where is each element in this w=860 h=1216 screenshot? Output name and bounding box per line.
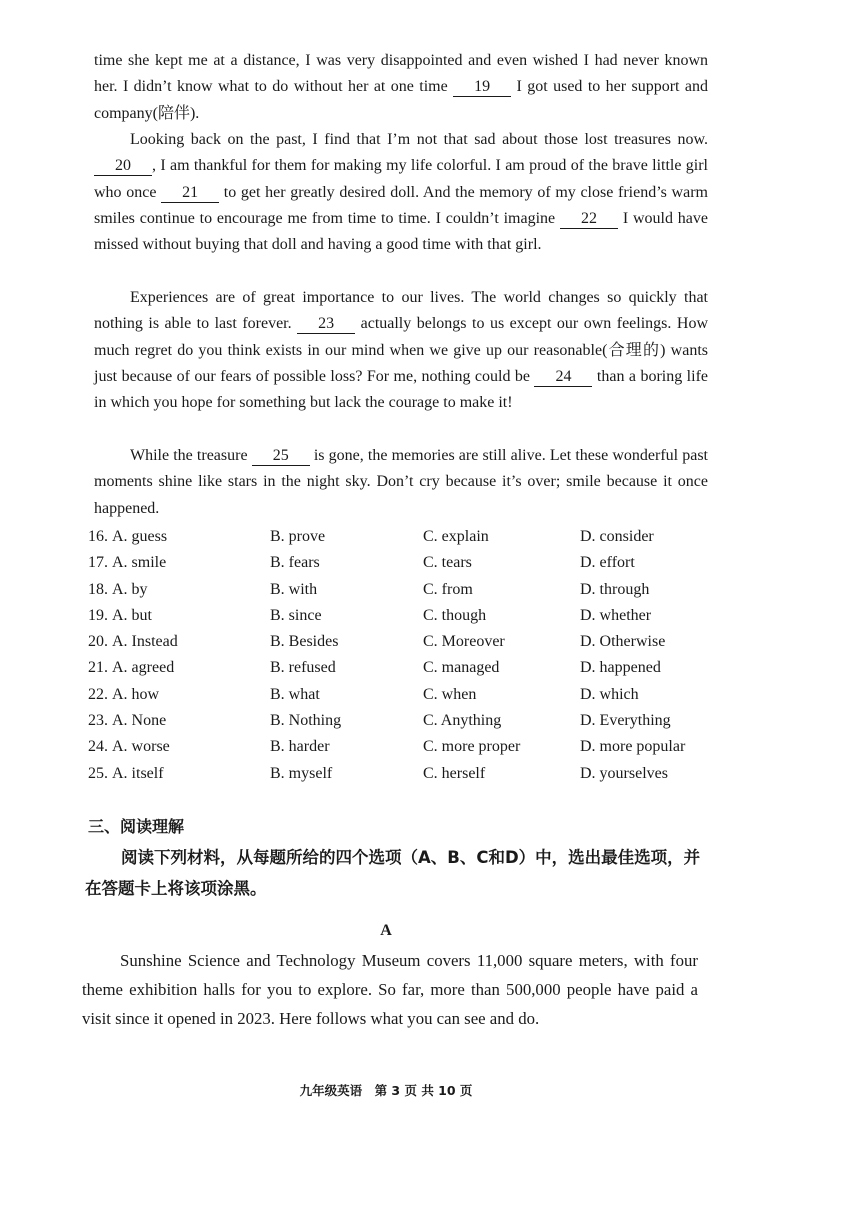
option-a: A. agreed bbox=[112, 659, 175, 677]
option-a: A. itself bbox=[112, 764, 164, 782]
cloze-paragraph-3 bbox=[94, 285, 708, 416]
option-a: A. but bbox=[112, 606, 152, 624]
option-d: D. Everything bbox=[580, 712, 671, 730]
option-d: D. happened bbox=[580, 659, 661, 677]
option-d: D. more popular bbox=[580, 738, 686, 756]
blank-24: 24 bbox=[534, 368, 592, 387]
option-b: B. refused bbox=[270, 659, 336, 677]
option-c: C. Anything bbox=[423, 712, 502, 730]
paragraph-text: I got used to her support and company(陪伴). bbox=[94, 78, 709, 122]
option-b: B. prove bbox=[270, 528, 326, 545]
blank-25: 25 bbox=[252, 447, 310, 466]
option-c: C. when bbox=[423, 685, 477, 703]
section-title: 三、阅读理解 bbox=[88, 817, 185, 836]
option-a: A. guess bbox=[112, 528, 168, 545]
question-number: 24. bbox=[88, 738, 108, 756]
question-number: 21. bbox=[88, 659, 108, 677]
question-number: 22. bbox=[88, 685, 108, 703]
option-a: A. how bbox=[112, 685, 160, 703]
option-b: B. with bbox=[270, 580, 318, 598]
paragraph-text: Experiences are of great importance to our lives. The world changes so quickly that nothing is able to last forever. bbox=[94, 289, 708, 333]
option-row-21 bbox=[88, 655, 710, 681]
option-row-19 bbox=[88, 603, 710, 629]
option-a: A. worse bbox=[112, 738, 170, 756]
paragraph-text: time she kept me at a distance, I was very disappointed and even wished I had never known her. I didn’t know what to do without her at one time bbox=[94, 52, 708, 96]
option-b: B. what bbox=[270, 685, 320, 703]
option-d: D. through bbox=[580, 580, 650, 598]
option-c: C. though bbox=[423, 606, 487, 624]
question-number: 16. bbox=[88, 528, 108, 545]
paragraph-text: is gone, the memories are still alive. Let these wonderful past moments shine like stars in the night sky. Don’t cry because it’s over; smile because it once happened. bbox=[94, 447, 708, 517]
question-number: 23. bbox=[88, 712, 108, 730]
option-c: C. managed bbox=[423, 659, 500, 677]
option-a: A. Instead bbox=[112, 633, 178, 651]
paragraph-text: to get her greatly desired doll. And the memory of my close friend’s warm smiles continue to encourage me from time to time. I couldn’t imagine bbox=[94, 183, 708, 227]
blank-22: 22 bbox=[560, 210, 618, 229]
option-d: D. whether bbox=[580, 606, 652, 624]
paragraph-text: , I am thankful for them for making my life colorful. I am proud of the brave little girl who once bbox=[94, 157, 708, 201]
paragraph-text: actually belongs to us except our own feelings. How much regret do you think exists in our mind when we give up our reasonable(合理的) wants just because of our fears of possible loss? For me, nothing could be bbox=[94, 315, 708, 385]
passage-letter: A bbox=[380, 922, 392, 939]
option-b: B. Nothing bbox=[270, 712, 342, 730]
cloze-paragraph-4 bbox=[94, 443, 708, 522]
option-b: B. Besides bbox=[270, 633, 339, 651]
option-row-18 bbox=[88, 577, 710, 603]
option-c: C. tears bbox=[423, 554, 472, 572]
question-number: 19. bbox=[88, 606, 108, 624]
question-number: 17. bbox=[88, 554, 108, 572]
cloze-paragraph-2 bbox=[94, 127, 708, 258]
page-footer: 九年级英语 第 3 页 共 10 页 bbox=[299, 1083, 473, 1098]
blank-20: 20 bbox=[94, 157, 152, 176]
answer-options bbox=[88, 524, 710, 787]
blank-23: 23 bbox=[297, 315, 355, 334]
option-d: D. which bbox=[580, 685, 639, 703]
option-c: C. Moreover bbox=[423, 633, 505, 651]
option-c: C. explain bbox=[423, 528, 489, 545]
blank-21: 21 bbox=[161, 184, 219, 203]
option-c: C. from bbox=[423, 580, 473, 598]
option-row-17 bbox=[88, 550, 710, 576]
paragraph-text: While the treasure bbox=[130, 447, 252, 464]
option-row-20 bbox=[88, 629, 710, 655]
blank-19: 19 bbox=[453, 78, 511, 97]
option-c: C. more proper bbox=[423, 738, 521, 756]
option-row-24 bbox=[88, 734, 710, 760]
question-number: 18. bbox=[88, 580, 108, 598]
option-d: D. Otherwise bbox=[580, 633, 666, 651]
option-b: B. since bbox=[270, 606, 322, 624]
option-d: D. yourselves bbox=[580, 764, 668, 782]
question-number: 25. bbox=[88, 764, 108, 782]
option-b: B. harder bbox=[270, 738, 330, 756]
option-row-22 bbox=[88, 682, 710, 708]
option-b: B. fears bbox=[270, 554, 320, 572]
option-a: A. None bbox=[112, 712, 167, 730]
paragraph-text: I would have missed without buying that doll and having a good time with that girl. bbox=[94, 209, 709, 254]
paragraph-text: than a boring life in which you hope for something but lack the courage to make it! bbox=[94, 367, 709, 412]
cloze-paragraph-1 bbox=[94, 48, 708, 127]
question-number: 20. bbox=[88, 633, 108, 651]
option-row-23 bbox=[88, 708, 710, 734]
paragraph-text: Looking back on the past, I find that I’m not that sad about those lost treasures now. bbox=[130, 131, 708, 148]
option-row-25 bbox=[88, 761, 710, 787]
option-d: D. consider bbox=[580, 528, 654, 545]
option-d: D. effort bbox=[580, 554, 635, 572]
section-instruction: 阅读下列材料，从每题所给的四个选项（A、B、C和D）中，选出最佳选项，并在答题卡上将该项涂黑。 bbox=[85, 848, 701, 898]
option-row-16 bbox=[88, 524, 710, 550]
passage-text: Sunshine Science and Technology Museum covers 11,000 square meters, with four theme exhibition halls for you to explore. So far, more than 500,000 people have paid a visit since it opened in 2023. Here follows what you can see and do. bbox=[82, 951, 698, 1028]
option-b: B. myself bbox=[270, 764, 333, 782]
option-c: C. herself bbox=[423, 764, 486, 782]
option-a: A. smile bbox=[112, 554, 167, 572]
option-a: A. by bbox=[112, 580, 148, 598]
